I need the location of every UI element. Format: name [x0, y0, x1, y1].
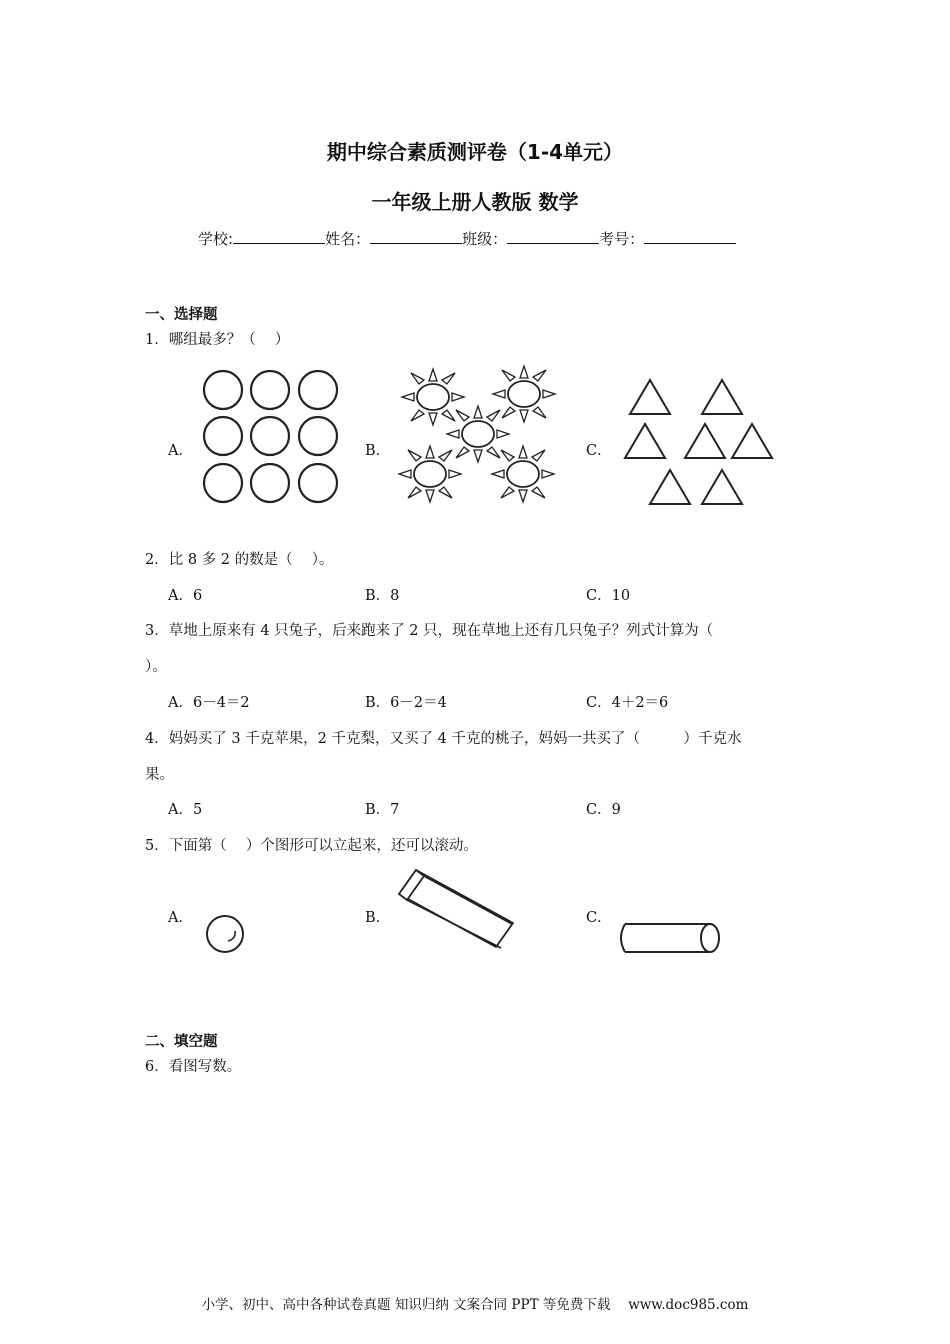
question-2: 2．比 8 多 2 的数是（ ）。 — [145, 552, 334, 568]
exam-number-blank[interactable] — [644, 229, 736, 244]
school-label: 学校: — [198, 230, 234, 248]
sphere-figure — [205, 914, 247, 954]
q2-option-a[interactable]: A．6 — [168, 588, 203, 604]
school-blank[interactable] — [233, 229, 325, 244]
q3-option-a[interactable]: A．6－4＝2 — [168, 695, 250, 711]
cylinder-figure — [617, 921, 725, 955]
q1-option-b[interactable]: B． — [365, 443, 391, 459]
section-fill-heading: 二、填空题 — [145, 1034, 218, 1050]
q3-option-c[interactable]: C．4＋2＝6 — [586, 695, 669, 711]
question-3-line-1: 3．草地上原来有 4 只兔子，后来跑来了 2 只，现在草地上还有几只兔子？列式计算为（ — [145, 623, 714, 639]
name-blank[interactable] — [370, 229, 462, 244]
q1-option-a[interactable]: A． — [168, 443, 193, 459]
triangles-figure — [620, 374, 775, 509]
name-label: 姓名： — [325, 230, 371, 248]
q4-option-a[interactable]: A．5 — [168, 802, 203, 818]
question-6: 6．看图写数。 — [145, 1059, 242, 1075]
class-blank[interactable] — [507, 229, 599, 244]
section-choice-heading: 一、选择题 — [145, 307, 218, 323]
footer-text: 小学、初中、高中各种试卷真题 知识归纳 文案合同 PPT 等免费下载 www.doc985.com — [201, 1297, 749, 1313]
suns-figure — [398, 364, 563, 509]
q2-option-b[interactable]: B．8 — [365, 588, 400, 604]
question-5: 5．下面第（ ）个图形可以立起来，还可以滚动。 — [145, 838, 478, 854]
q1-option-c[interactable]: C． — [586, 443, 612, 459]
q3-option-b[interactable]: B．6－2＝4 — [365, 695, 447, 711]
q4-option-c[interactable]: C．9 — [586, 802, 621, 818]
page-subtitle: 一年级上册人教版 数学 — [371, 190, 579, 214]
q4-option-b[interactable]: B．7 — [365, 802, 400, 818]
circles-figure — [200, 368, 345, 506]
q5-option-b[interactable]: B． — [365, 910, 391, 926]
question-4-line-2: 果。 — [145, 767, 174, 783]
question-4-line-1: 4．妈妈买了 3 千克苹果，2 千克梨，又买了 4 千克的桃子，妈妈一共买了（ ）千克水 — [145, 731, 742, 747]
exam-number-label: 考号： — [599, 230, 645, 248]
q2-option-c[interactable]: C．10 — [586, 588, 631, 604]
question-3-line-2: ）。 — [145, 659, 167, 675]
question-1: 1．哪组最多？（ ） — [145, 332, 290, 348]
info-fields — [198, 228, 736, 249]
class-label: 班级： — [462, 230, 508, 248]
cuboid-figure — [396, 868, 516, 950]
page-title: 期中综合素质测评卷（1-4单元） — [326, 140, 624, 164]
q5-option-c[interactable]: C． — [586, 910, 612, 926]
q5-option-a[interactable]: A． — [168, 910, 193, 926]
